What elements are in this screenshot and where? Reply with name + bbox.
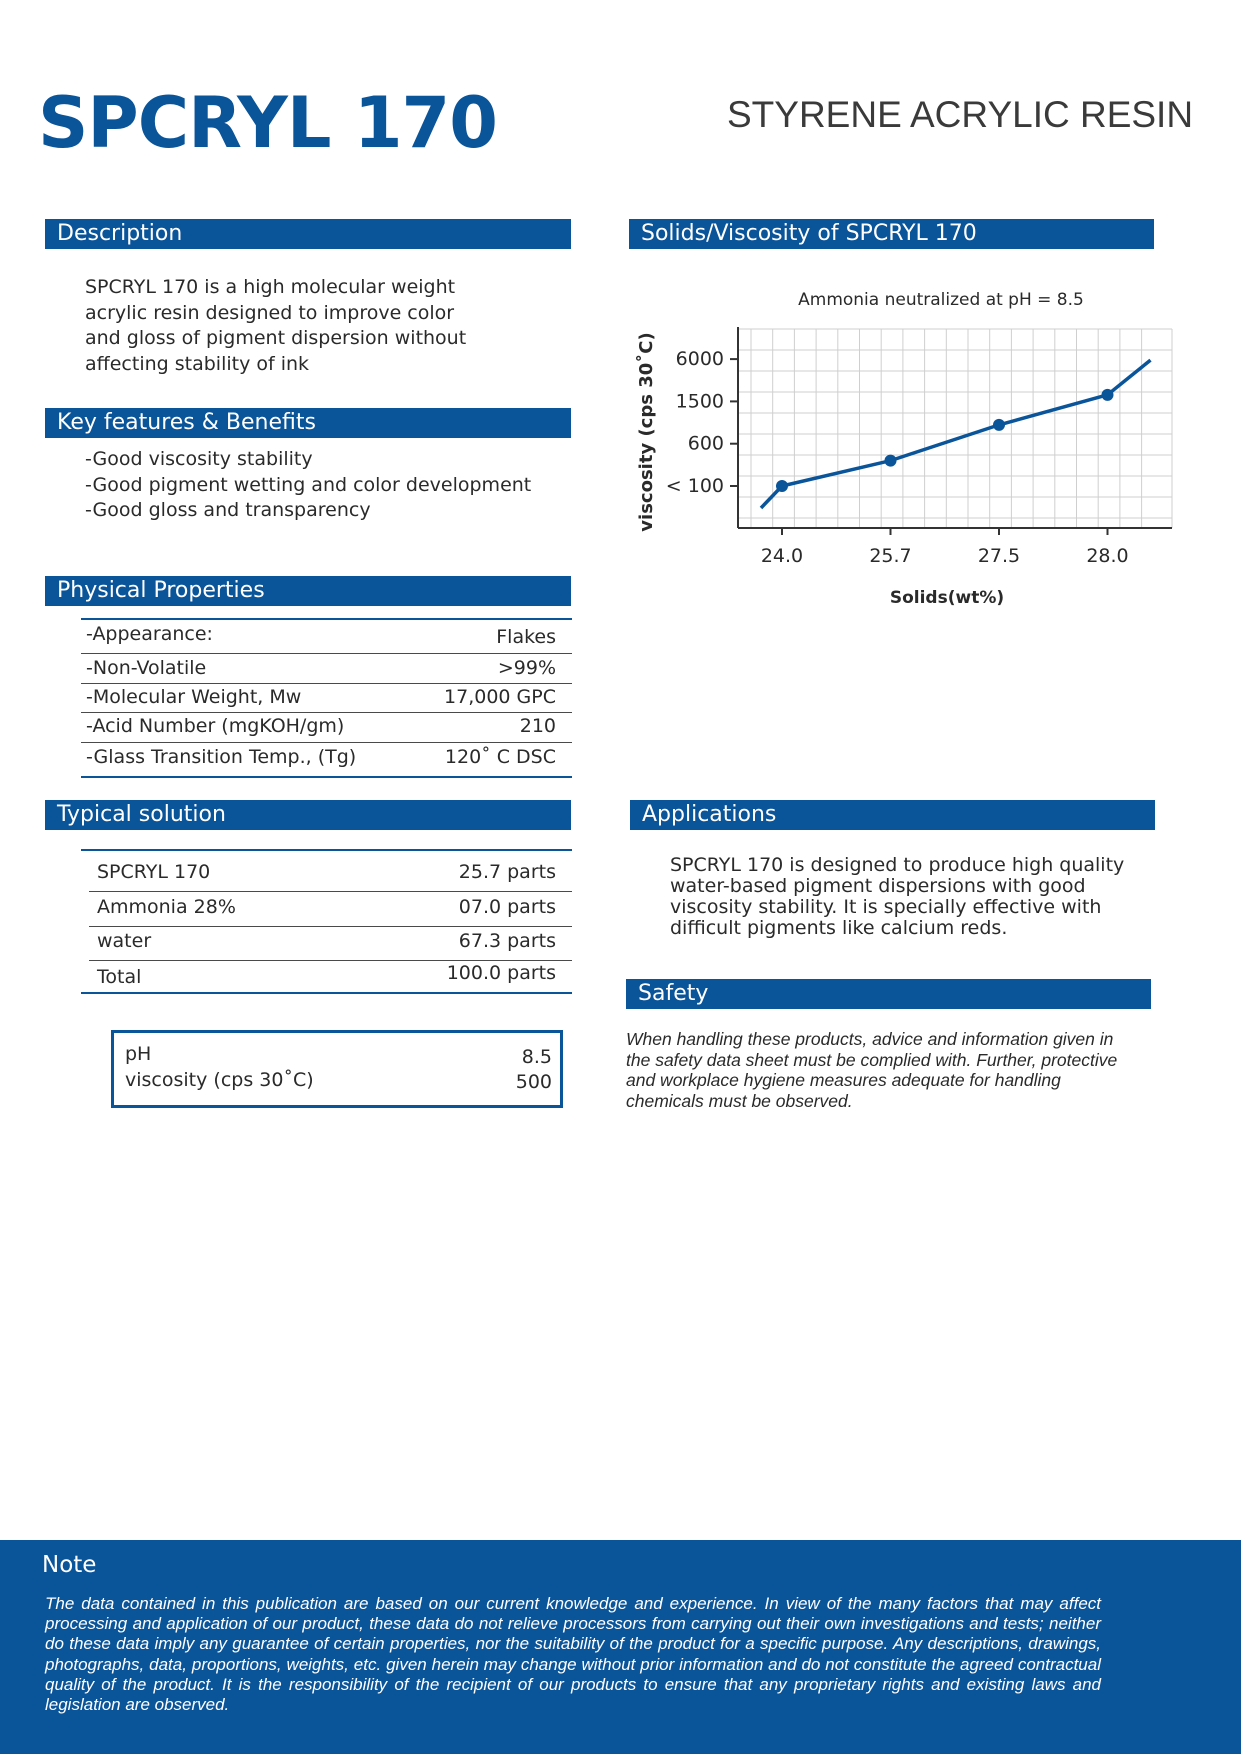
y-tick-label: 6000 xyxy=(675,348,724,371)
table-top-rule xyxy=(81,618,572,620)
description-line: acrylic resin designed to improve color xyxy=(85,301,455,324)
viscosity-chart xyxy=(629,285,1189,615)
table-row xyxy=(81,861,572,883)
description-line: SPCRYL 170 is a high molecular weight xyxy=(85,276,456,298)
chart-title: Ammonia neutralized at pH = 8.5 xyxy=(798,290,1084,310)
physical-properties-table xyxy=(81,618,572,780)
table-row xyxy=(81,930,572,952)
safety-line: the safety data sheet must be complied with. Further, protective xyxy=(626,1049,1118,1070)
features-list xyxy=(85,447,565,524)
table-row xyxy=(81,686,572,708)
feature-item: -Good viscosity stability xyxy=(85,448,313,470)
data-point xyxy=(993,419,1005,431)
table-row xyxy=(81,623,572,648)
table-row xyxy=(81,657,572,679)
feature-item: -Good pigment wetting and color development xyxy=(85,473,532,496)
description-line: and gloss of pigment dispersion without xyxy=(85,327,467,349)
typical-heading: Typical solution xyxy=(45,800,571,830)
safety-heading: Safety xyxy=(626,979,1151,1009)
x-axis-label: Solids(wt%) xyxy=(889,588,1005,608)
table-top-rule xyxy=(81,849,572,851)
row-divider xyxy=(89,891,572,892)
physical-heading: Physical Properties xyxy=(45,576,571,606)
row-divider xyxy=(89,926,572,927)
table-bottom-rule xyxy=(81,992,572,994)
chart-heading: Solids/Viscosity of SPCRYL 170 xyxy=(629,219,1154,249)
data-point xyxy=(885,455,897,467)
data-point xyxy=(776,480,788,492)
property-label: -Glass Transition Temp., (Tg) xyxy=(86,746,357,768)
ph-value: 8.5 xyxy=(521,1046,552,1068)
ingredient-value: 07.0 parts xyxy=(458,896,556,918)
y-axis-label: viscosity (cps 30˚C) xyxy=(636,332,657,532)
feature-item: -Good gloss and transparency xyxy=(85,499,371,521)
property-value: 17,000 GPC xyxy=(444,686,556,708)
viscosity-value: 500 xyxy=(515,1071,552,1093)
safety-line: When handling these products, advice and information given in xyxy=(626,1029,1114,1049)
row-divider xyxy=(81,653,572,654)
property-value: 120˚ C DSC xyxy=(444,746,556,768)
y-tick-label: < 100 xyxy=(665,475,724,497)
y-tick-label: 1500 xyxy=(675,390,724,413)
row-divider xyxy=(81,742,572,743)
ingredient-label: Total xyxy=(97,966,142,988)
applications-heading: Applications xyxy=(630,800,1155,830)
description-line: affecting stability of ink xyxy=(85,352,310,375)
ingredient-label: Ammonia 28% xyxy=(97,896,236,918)
row-divider xyxy=(89,960,572,961)
chart-grid xyxy=(738,329,1172,528)
features-heading: Key features & Benefits xyxy=(45,408,571,438)
applications-text xyxy=(670,855,1150,939)
table-row xyxy=(81,746,572,768)
property-label: -Acid Number (mgKOH/gm) xyxy=(86,715,345,737)
x-tick-label: 25.7 xyxy=(869,545,912,567)
applications-line: SPCRYL 170 is designed to produce high quality xyxy=(670,854,1125,876)
applications-line: water-based pigment dispersions with good xyxy=(670,875,1086,897)
typical-solution-table xyxy=(81,849,572,997)
product-title: SPCRYL 170 xyxy=(38,82,497,164)
ph-label: pH xyxy=(125,1043,152,1065)
table-bottom-rule xyxy=(81,776,572,778)
property-label: -Non-Volatile xyxy=(86,657,207,679)
description-heading: Description xyxy=(45,219,571,249)
table-row xyxy=(81,715,572,737)
property-value: Flakes xyxy=(496,626,556,648)
safety-line: and workplace hygiene measures adequate for handling xyxy=(626,1070,1061,1090)
ph-row xyxy=(114,1043,560,1068)
viscosity-label: viscosity (cps 30˚C) xyxy=(125,1069,314,1091)
description-text xyxy=(85,275,565,377)
x-tick-label: 24.0 xyxy=(760,545,804,567)
product-type: STYRENE ACRYLIC RESIN xyxy=(727,94,1194,135)
property-label: -Molecular Weight, Mw xyxy=(86,686,302,708)
property-label: -Appearance: xyxy=(86,623,213,645)
property-value: >99% xyxy=(497,657,556,679)
x-tick-label: 28.0 xyxy=(1086,545,1129,567)
note-text: The data contained in this publication are based on our current knowledge and experience. In view of the many factors that may affect processing and application of our product, these data do not relieve processors from carrying out their own investigations and tests; neither do these data imply any guarantee of certain properties, nor the suitability of the product for a specific purpose. Any descriptions, drawings, photographs, data, proportions, weights, etc. given herein may change without prior information and do not constitute the agreed contractual quality of the product. It is the responsibility of the recipient of our products to ensure that any proprietary rights and existing laws and legislation are observed. xyxy=(45,1594,1101,1715)
ph-viscosity-box xyxy=(111,1030,563,1108)
ingredient-label: water xyxy=(97,930,152,952)
property-value: 210 xyxy=(519,715,556,737)
data-point xyxy=(1102,389,1114,401)
applications-line: difficult pigments like calcium reds. xyxy=(670,917,1008,939)
footer-note xyxy=(0,1540,1241,1754)
y-tick-label: 600 xyxy=(687,432,724,455)
safety-line: chemicals must be observed. xyxy=(626,1090,853,1111)
ingredient-label: SPCRYL 170 xyxy=(97,861,211,883)
ingredient-value: 67.3 parts xyxy=(458,930,556,952)
applications-line: viscosity stability. It is specially effective with xyxy=(670,896,1102,918)
note-heading: Note xyxy=(42,1552,97,1578)
viscosity-row xyxy=(114,1069,560,1093)
table-row xyxy=(81,962,572,988)
ingredient-value: 100.0 parts xyxy=(446,962,556,984)
row-divider xyxy=(81,712,572,713)
table-row xyxy=(81,896,572,918)
x-tick-label: 27.5 xyxy=(977,545,1021,567)
safety-text xyxy=(626,1029,1166,1111)
ingredient-value: 25.7 parts xyxy=(458,861,556,883)
row-divider xyxy=(81,683,572,684)
